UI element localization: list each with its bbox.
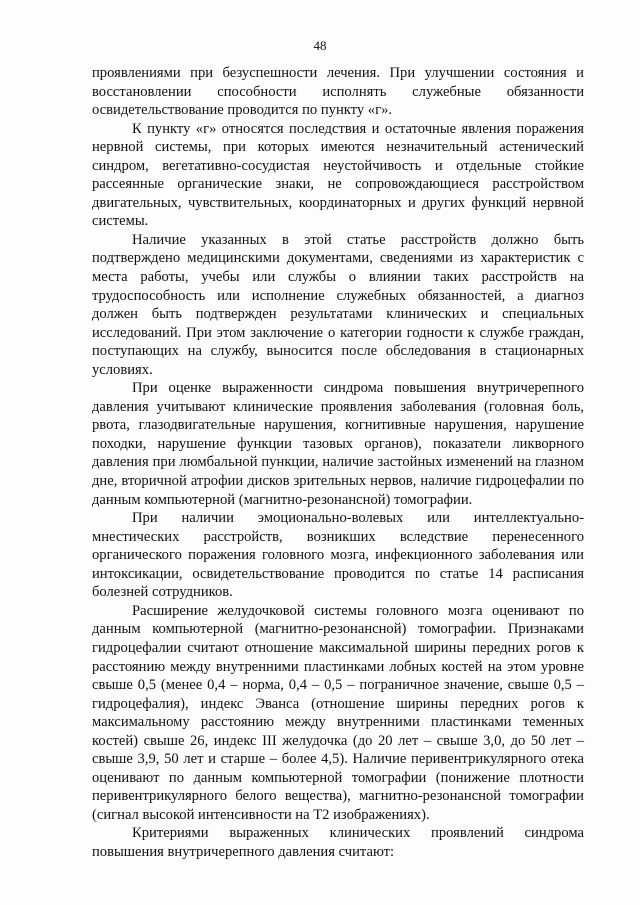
paragraph-item-g: К пункту «г» относятся последствия и остаточные явления поражения нервной системы, при которых имеются незначительный астенический синдром, вегетативно-сосудистая неустойчивость и отдельные стойкие рассеянные органические знаки, не сопровождающиеся расстройством двигательных, чувствительных, координаторных и других функций нервной системы.	[92, 120, 584, 230]
page-number: 48	[313, 38, 327, 53]
paragraph-criteria: Критериями выраженных клинических проявлений синдрома повышения внутричерепного давления считают:	[92, 825, 584, 860]
paragraph-intracranial-pressure: При оценке выраженности синдрома повышения внутричерепного давления учитывают клинические проявления заболевания (головная боль, рвота, глазодвигательные нарушения, когнитивные нарушения, нарушение походки, нарушение функции тазовых органов), показатели ликворного давления при люмбальной пункции, наличие застойных изменений на глазном дне, вторичной атрофии дисков зрительных нервов, наличие гидроцефалии по данным компьютерной (магнитно-резонансной) томографии.	[92, 380, 584, 508]
document-body	[92, 64, 584, 862]
paragraph-continuation: проявлениями при безуспешности лечения. При улучшении состояния и восстановлении способности исполнять служебные обязанности освидетельствование проводится по пункту «г».	[92, 65, 584, 119]
paragraph-emotional-disorders: При наличии эмоционально-волевых или интеллектуально-мнестических расстройств, возникших вследствие перенесенного органического поражения головного мозга, инфекционного заболевания или интоксикации, освидетельствование проводится по статье 14 расписания болезней сотрудников.	[92, 510, 584, 601]
paragraph-ventricular-system: Расширение желудочковой системы головного мозга оценивают по данным компьютерной (магнитно-резонансной) томографии. Признаками гидроцефалии считают отношение максимальной ширины передних рогов к расстоянию между внутренними пластинками лобных костей на этом уровне свыше 0,5 (менее 0,4 – норма, 0,4 – 0,5 – пограничное значение, свыше 0,5 – гидроцефалия), индекс Эванса (отношение ширины передних рогов к максимальному расстоянию между внутренними пластинками теменных костей) свыше 26, индекс III желудочка (до 20 лет – свыше 3,0, до 50 лет – свыше 3,9, 50 лет и старше – более 4,5). Наличие перивентрикулярного отека оценивают по данным компьютерной томографии (понижение плотности перивентрикулярного белого вещества), магнитно-резонансной томографии (сигнал высокой интенсивности на Т2 изображениях).	[92, 602, 584, 823]
paragraph-confirmation: Наличие указанных в этой статье расстройств должно быть подтверждено медицинскими документами, сведениями из характеристик с места работы, учебы или службы о влиянии таких расстройств на трудоспособность или исполнение служебных обязанностей, а диагноз должен быть подтвержден результатами клинических и специальных исследований. При этом заключение о категории годности к службе граждан, поступающих на службу, выносится после обследования в стационарных условиях.	[92, 231, 584, 378]
